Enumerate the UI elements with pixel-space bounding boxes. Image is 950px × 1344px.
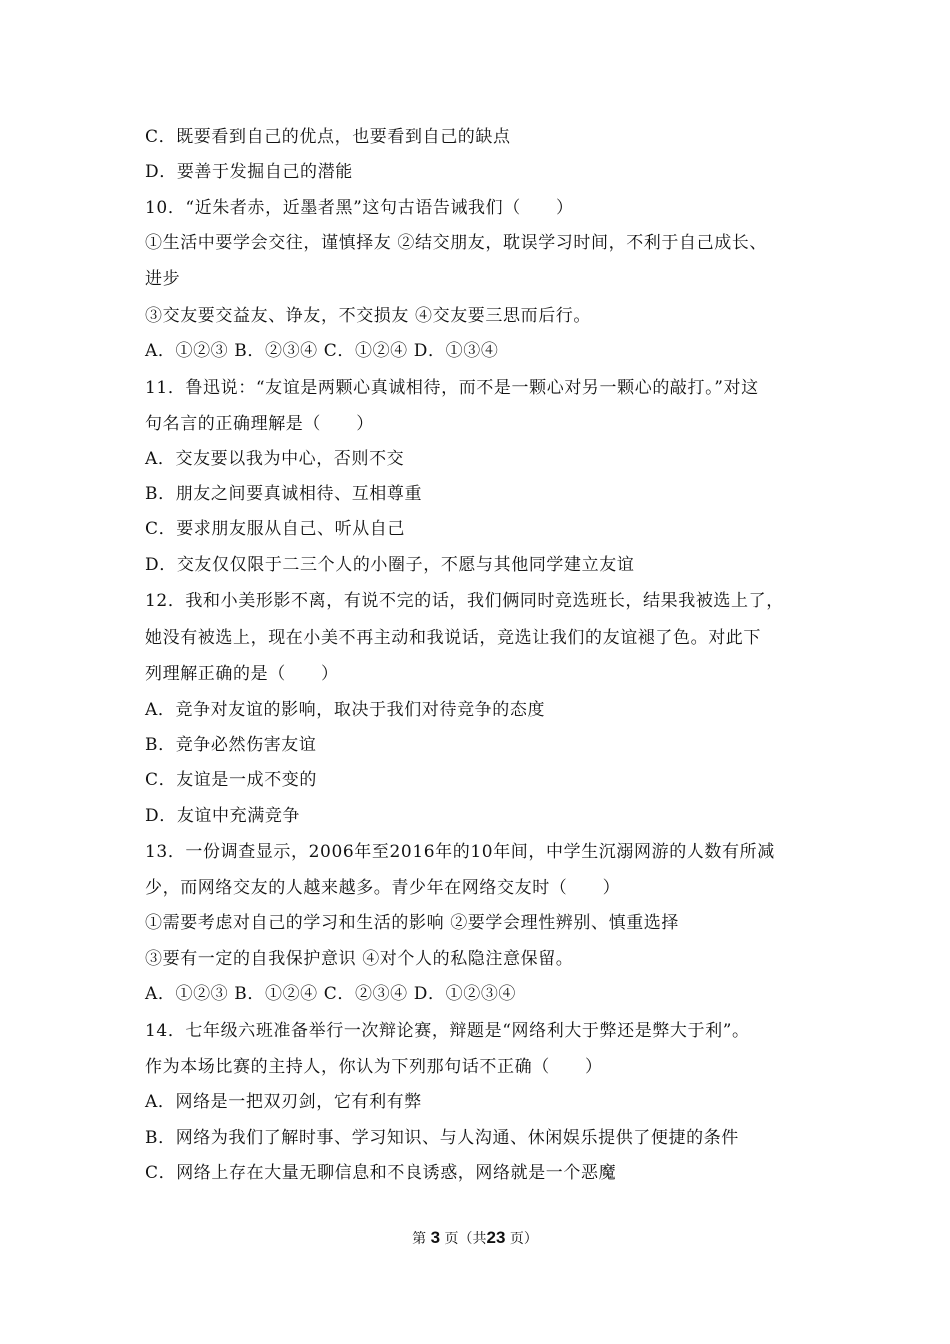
text-line: ①需要考虑对自己的学习和生活的影响 ②要学会理性辨别、慎重选择 (145, 913, 680, 933)
question-13: 13．一份调查显示，2006年至2016年的10年间，中学生沉溺网游的人数有所减 (145, 842, 775, 862)
option-d: D．友谊中充满竞争 (145, 806, 301, 826)
option-a: A．竞争对友谊的影响，取决于我们对待竞争的态度 (145, 700, 546, 720)
text-line: 少，而网络交友的人越来越多。青少年在网络交友时（ ） (145, 878, 621, 898)
footer-suffix: 页） (509, 1231, 538, 1247)
option-b: B．网络为我们了解时事、学习知识、与人沟通、休闲娱乐提供了便捷的条件 (145, 1128, 739, 1148)
text-line: ③交友要交益友、诤友，不交损友 ④交友要三思而后行。 (145, 306, 592, 326)
page-total: 23 (486, 1228, 506, 1247)
page-footer (0, 1228, 950, 1249)
question-14: 14．七年级六班准备举行一次辩论赛，辩题是“网络利大于弊还是弊大于利”。 (145, 1021, 750, 1041)
text-line: 进步 (145, 269, 181, 289)
option-a: A．网络是一把双刃剑，它有利有弊 (145, 1092, 422, 1112)
text-line: D．要善于发掘自己的潜能 (145, 162, 353, 182)
option-b: B．朋友之间要真诚相待、互相尊重 (145, 484, 423, 504)
answer-options: A．①②③ B．②③④ C．①②④ D．①③④ (145, 341, 499, 361)
text-line: C．既要看到自己的优点，也要看到自己的缺点 (145, 127, 511, 147)
footer-middle: 页（共 (444, 1231, 487, 1247)
question-12: 12．我和小美形影不离，有说不完的话，我们俩同时竞选班长，结果我被选上了， (145, 591, 784, 611)
option-b: B．竞争必然伤害友谊 (145, 735, 317, 755)
option-c: C．网络上存在大量无聊信息和不良诱惑，网络就是一个恶魔 (145, 1163, 617, 1183)
question-11: 11．鲁迅说：“友谊是两颗心真诚相待，而不是一颗心对另一颗心的敲打。”对这 (145, 378, 759, 398)
option-d: D．交友仅仅限于二三个人的小圈子，不愿与其他同学建立友谊 (145, 555, 635, 575)
footer-prefix: 第 (412, 1231, 427, 1247)
option-a: A．交友要以我为中心，否则不交 (145, 449, 405, 469)
text-line: ①生活中要学会交往，谨慎择友 ②结交朋友，耽误学习时间，不利于自己成长、 (145, 233, 768, 253)
option-c: C．友谊是一成不变的 (145, 770, 318, 790)
option-c: C．要求朋友服从自己、听从自己 (145, 519, 406, 539)
text-line: 列理解正确的是（ ） (145, 664, 339, 684)
question-10: 10．“近朱者赤，近墨者黑”这句古语告诫我们（ ） (145, 198, 574, 218)
text-line: 作为本场比赛的主持人，你认为下列那句话不正确（ ） (145, 1057, 603, 1077)
page-number: 3 (430, 1228, 441, 1247)
text-line: ③要有一定的自我保护意识 ④对个人的私隐注意保留。 (145, 949, 574, 969)
text-line: 她没有被选上，现在小美不再主动和我说话，竞选让我们的友谊褪了色。对此下 (145, 628, 761, 648)
text-line: 句名言的正确理解是（ ） (145, 414, 374, 434)
answer-options: A．①②③ B．①②④ C．②③④ D．①②③④ (145, 984, 517, 1004)
